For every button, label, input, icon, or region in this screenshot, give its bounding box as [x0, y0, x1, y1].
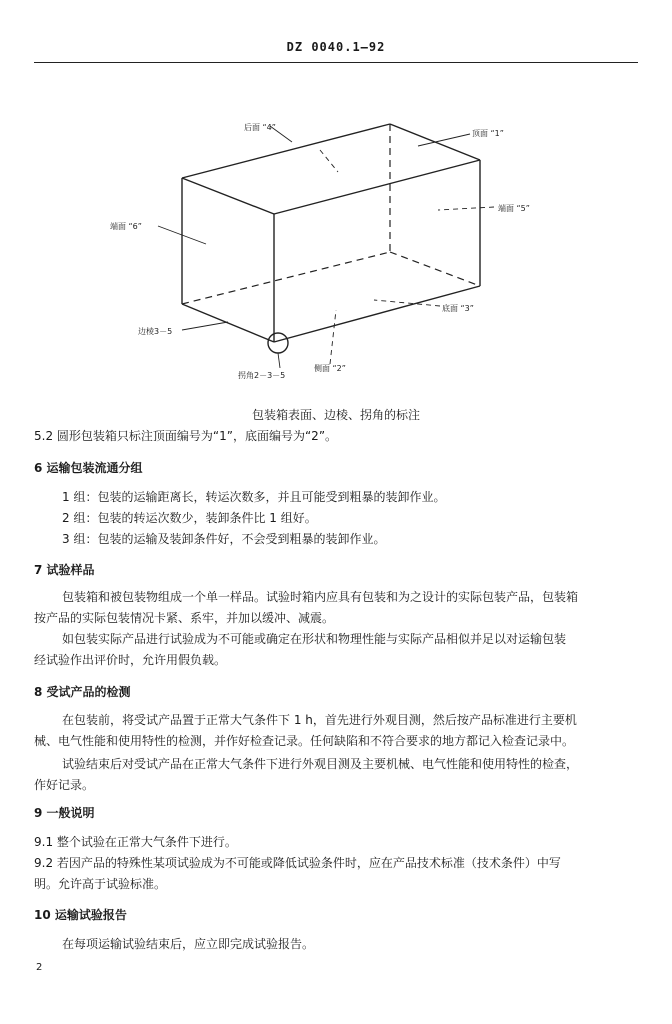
label-back-face: 后面 “4”: [244, 123, 276, 132]
edge-bottom-front: [274, 286, 480, 342]
figure-caption: 包装箱表面、边棱、拐角的标注: [251, 408, 420, 422]
label-corner: 拐角2－3－5: [238, 371, 286, 380]
label-top-face: 顶面 “1”: [472, 129, 504, 138]
section-7-para-1-line-2: 按产品的实际包装情况卡紧、系牢，并加以缓冲、减震。: [34, 611, 335, 625]
section-7-para-2-line-2: 经试验作出评价时，允许用假负载。: [34, 653, 227, 667]
edge-bottom-left: [182, 304, 274, 342]
section-7-para-2-line-1: 如包装实际产品进行试验成为不可能或确定在形状和物理性能与实际产品相似并足以对运输包装: [62, 632, 567, 646]
section-7-para-1-line-1: 包装箱和被包装物组成一个单一样品。试验时箱内应具有包装和为之设计的实际包装产品，包装箱: [62, 590, 579, 604]
box-diagram: [0, 0, 672, 400]
section-8-para-1-line-2: 械、电气性能和使用特性的检测，并作好检查记录。任何缺陷和不符合要求的地方都记入检查记录中。: [34, 734, 575, 748]
section-8-para-2-line-1: 试验结束后对受试产品在正常大气条件下进行外观目测及主要机械、电气性能和使用特性的检查，: [62, 757, 579, 771]
group-2-item: 2 组：包装的转运次数少，装卸条件比 1 组好。: [62, 511, 317, 525]
box-diagram-svg: [0, 0, 672, 400]
label-right-side-face: 端面 “5”: [498, 204, 530, 213]
section-8-para-1-line-1: 在包装前，将受试产品置于正常大气条件下 1 h，首先进行外观目测，然后按产品标准进行主要机: [62, 713, 577, 727]
label-front-face: 侧面 “2”: [314, 364, 346, 373]
edge-top-front: [274, 160, 480, 214]
edge-top-back: [182, 124, 390, 178]
section-10-heading: 10 运输试验报告: [34, 908, 127, 922]
clause-9-2-line-2: 明。允许高于试验标准。: [34, 877, 167, 891]
group-3-item: 3 组：包装的运输及装卸条件好，不会受到粗暴的装卸作业。: [62, 532, 386, 546]
label-edge: 边棱3－5: [138, 327, 173, 336]
hidden-edge-bottom-right: [390, 252, 480, 286]
edge-top-left: [182, 178, 274, 214]
section-7-heading: 7 试验样品: [34, 563, 95, 577]
section-8-heading: 8 受试产品的检测: [34, 685, 131, 699]
label-bottom-face: 底面 “3”: [442, 304, 474, 313]
hidden-edge-bottom-back: [182, 252, 390, 304]
clause-9-2-line-1: 9.2 若因产品的特殊性某项试验成为不可能或降低试验条件时，应在产品技术标准（技术条件）中写: [34, 856, 561, 870]
section-9-heading: 9 一般说明: [34, 806, 95, 820]
section-6-heading: 6 运输包装流通分组: [34, 461, 143, 475]
label-left-side-face: 端面 “6”: [110, 222, 142, 231]
clause-5-2: 5.2 圆形包装箱只标注顶面编号为“1”，底面编号为“2”。: [34, 429, 338, 443]
clause-9-1: 9.1 整个试验在正常大气条件下进行。: [34, 835, 237, 849]
group-1-item: 1 组：包装的运输距离长，转运次数多，并且可能受到粗暴的装卸作业。: [62, 490, 446, 504]
document-code-header: DZ 0040.1—92: [286, 40, 386, 54]
section-8-para-2-line-2: 作好记录。: [34, 778, 95, 792]
corner-marker: [268, 333, 288, 353]
page-number: 2: [36, 962, 43, 973]
section-10-para: 在每项运输试验结束后，应立即完成试验报告。: [62, 937, 315, 951]
